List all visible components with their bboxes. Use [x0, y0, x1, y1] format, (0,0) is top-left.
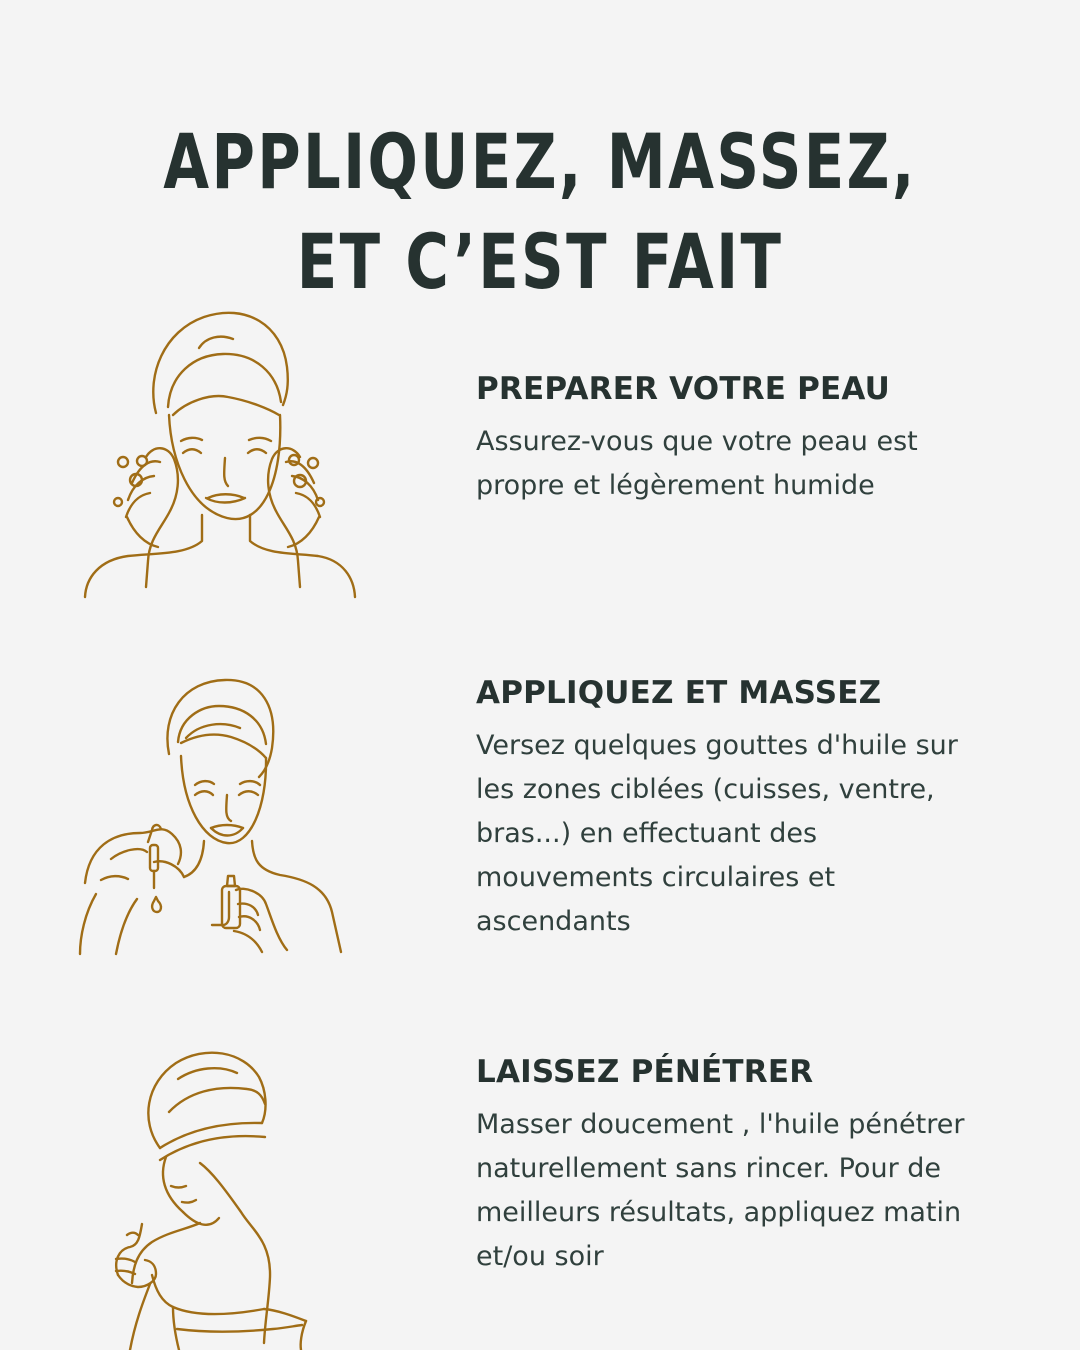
face-washing-icon [78, 303, 368, 598]
page-title-line-2: ET C’EST FAIT [296, 217, 784, 306]
step-2-title: APPLIQUEZ ET MASSEZ [476, 675, 882, 711]
towel-wrapped-woman-icon [104, 1045, 334, 1350]
page-title-line-1: APPLIQUEZ, MASSEZ, [163, 117, 917, 206]
oil-dropper-icon [68, 676, 348, 958]
step-3-title: LAISSEZ PÉNÉTRER [476, 1054, 814, 1090]
step-2-text-block [476, 674, 996, 944]
step-1-description: Assurez-vous que votre peau est propre et légèrement humide [476, 426, 918, 501]
step-3-text-block [476, 1053, 996, 1279]
step-1-text-block [476, 370, 996, 508]
step-1-title: PREPARER VOTRE PEAU [476, 371, 891, 407]
step-3-description: Masser doucement , l'huile pénétrer naturellement sans rincer. Pour de meilleurs résultats, appliquez matin et/ou soir [476, 1109, 965, 1272]
page-title [119, 112, 961, 312]
step-2-description: Versez quelques gouttes d'huile sur les zones ciblées (cuisses, ventre, bras...) en effectuant des mouvements circulaires et ascendants [476, 730, 958, 937]
